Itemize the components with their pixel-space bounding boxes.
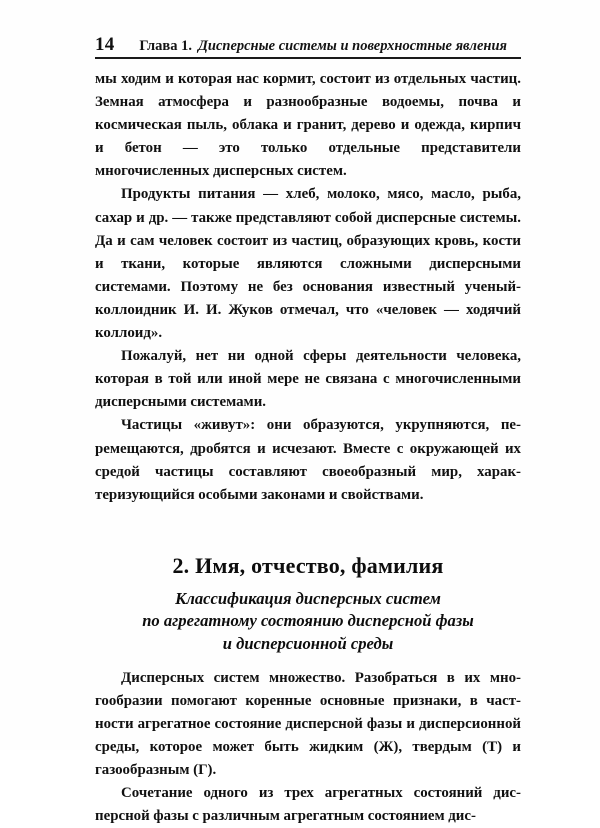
section-subtitle-line-3: и дисперсионной среды [222,633,394,653]
header-divider-rule [95,57,521,59]
section-heading: 2. Имя, отчество, фамилия [172,552,444,578]
paragraph-3: Пожалуй, нет ни одной сферы деятельности человека, которая в той или иной мере не связана с многочисленными дисперсными системами. [95,348,521,411]
page-number: 14 [95,34,115,55]
running-header [95,34,521,56]
header-chapter-label: Глава 1. [139,38,192,54]
header-chapter-title: Дисперсные системы и поверхностные явления [197,38,507,54]
paragraph-6: Сочетание одного из трех агрегатных состояний дисперсной фазы с различным агрегатным состоянием дис- [95,785,521,825]
paragraph-5: Дисперсных систем множество. Разобраться в их многообразии помогают коренные основные признаки, в частности агрегатное состояние дисперсной фазы и дисперсионной среды, которое может быть жидким (Ж), твердым (Т) и газообразным (Г). [95,669,521,778]
paragraph-1: мы ходим и которая нас кормит, состоит из отдельных частиц. Земная атмосфера и разнообразные водоемы, почва и космическая пыль, облака и гранит, дерево и одежда, кирпич и бетон — это только отдельные представители многочисленных дисперсных систем. [95,71,521,180]
section-subtitle-line-2: по агрегатному состоянию дисперсной фазы [142,611,474,631]
paragraph-4: Частицы «живут»: они образуются, укрупняются, перемещаются, дробятся и исчезают. Вместе с окружающей их средой частицы составляют своеобразный мир, характеризующийся особыми законами и свойствами. [95,417,521,503]
section-subtitle [95,579,521,656]
paragraph-2: Продукты питания — хлеб, молоко, мясо, масло, рыба, сахар и др. — также представляют собой дисперсные системы. Да и сам человек состоит из частиц, образующих кровь, кости и ткани, которые являются сложными дисперсными системами. Поэтому не без основания известный ученый-коллоидник И. И. Жуков отмечал, что «человек — ходячий коллоид». [95,186,521,342]
section-subtitle-line-1: Классификация дисперсных систем [175,588,441,608]
page-text-column [95,68,521,828]
